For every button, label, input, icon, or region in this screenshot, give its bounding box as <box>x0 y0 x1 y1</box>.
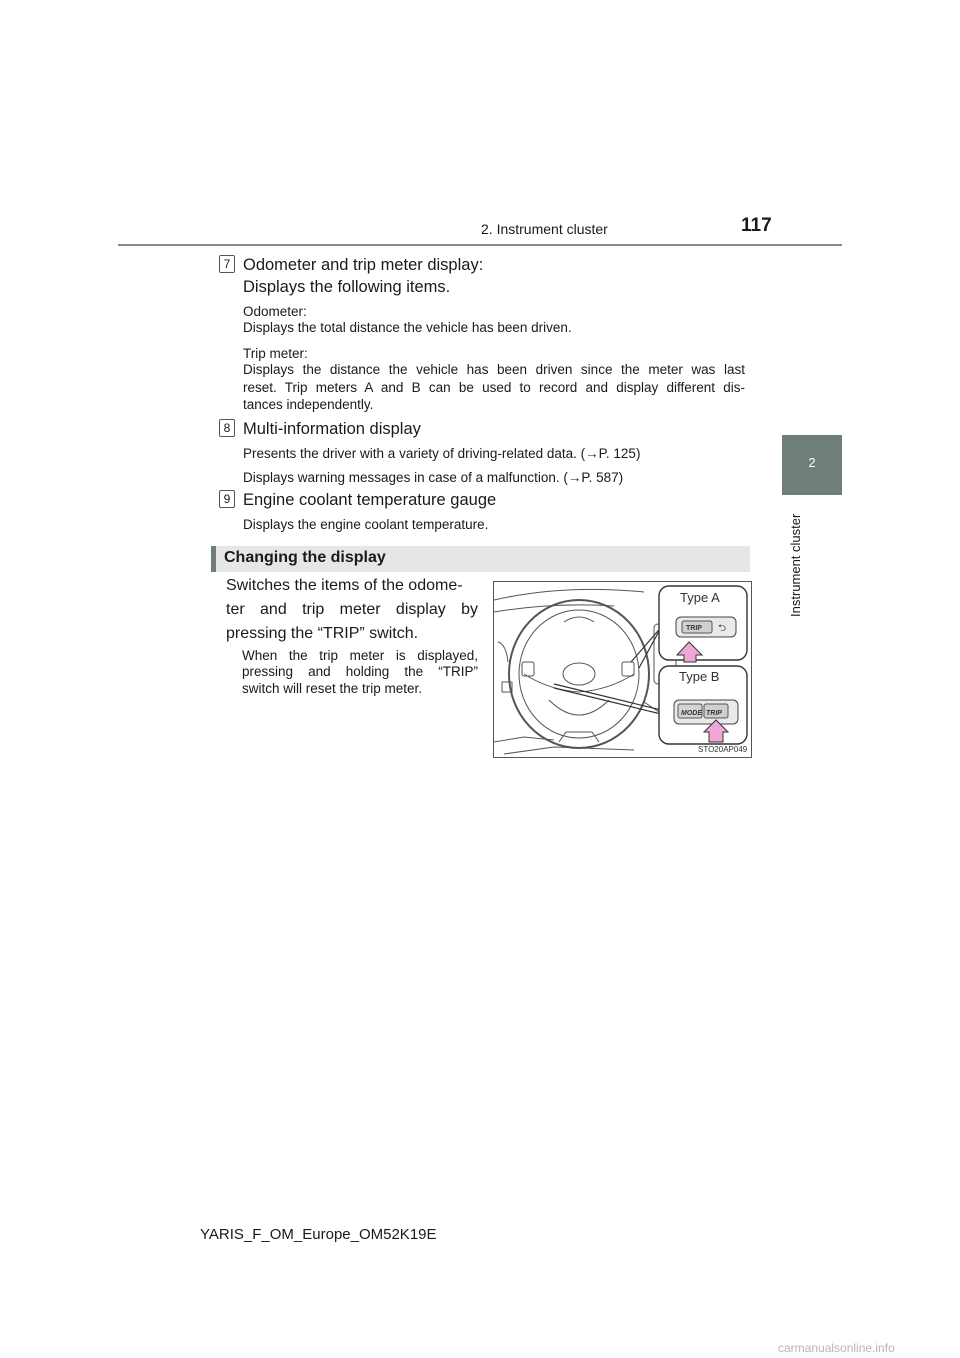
trip-meter-desc: reset. Trip meters A and B can be used to record and display different dis- <box>243 380 745 395</box>
type-b-label: Type B <box>679 669 720 684</box>
section-heading: Changing the display <box>224 549 386 566</box>
page-number: 117 <box>741 215 772 236</box>
trip-meter-desc: Displays the distance the vehicle has been driven since the meter was last <box>243 362 745 377</box>
item-desc: Presents the driver with a variety of driving-related data. (→P. 125) <box>243 446 641 461</box>
item-title: Odometer and trip meter display: <box>243 256 484 274</box>
mode-button-label: MODE <box>681 710 702 717</box>
chapter-tab[interactable] <box>782 435 842 495</box>
trip-button-a-label: TRIP <box>686 625 702 632</box>
odometer-desc: Displays the total distance the vehicle has been driven. <box>243 320 572 335</box>
figure-code: STO20AP049 <box>698 745 748 754</box>
watermark: carmanualsonline.info <box>778 1341 895 1355</box>
trip-button-b-label: TRIP <box>706 710 722 717</box>
note-line: switch will reset the trip meter. <box>242 681 423 696</box>
type-a-label: Type A <box>680 590 720 605</box>
chapter-label <box>786 500 806 620</box>
lead-line: ter and trip meter display by <box>226 601 478 618</box>
item-desc: Displays the engine coolant temperature. <box>243 517 489 532</box>
header-rule <box>118 244 842 246</box>
item-number-badge: 7 <box>219 255 235 273</box>
trip-meter-desc: tances independently. <box>243 397 374 412</box>
item-title: Engine coolant temperature gauge <box>243 491 497 509</box>
trip-switch-illustration <box>493 581 752 758</box>
document-footer: YARIS_F_OM_Europe_OM52K19E <box>200 1226 437 1243</box>
trip-meter-label: Trip meter: <box>243 346 308 361</box>
item-title: Multi-information display <box>243 420 421 438</box>
heading-marker <box>211 546 216 572</box>
lead-line: pressing the “TRIP” switch. <box>226 625 419 642</box>
lead-line: Switches the items of the odome- <box>226 577 463 594</box>
item-number-badge: 9 <box>219 490 235 508</box>
chapter-number: 2 <box>808 455 816 470</box>
odometer-label: Odometer: <box>243 304 307 319</box>
item-number-badge: 8 <box>219 419 235 437</box>
note-line: When the trip meter is displayed, <box>242 648 478 663</box>
note-line: pressing and holding the “TRIP” <box>242 664 478 679</box>
item-title: Displays the following items. <box>243 278 451 296</box>
svg-text:⮌: ⮌ <box>718 623 727 634</box>
chapter-label-text: Instrument cluster <box>788 513 803 617</box>
item-desc: Displays warning messages in case of a malfunction. (→P. 587) <box>243 470 624 485</box>
section-heading-bar <box>211 546 750 572</box>
section-title: 2. Instrument cluster <box>481 221 608 237</box>
steering-wheel-drawing <box>494 582 751 757</box>
